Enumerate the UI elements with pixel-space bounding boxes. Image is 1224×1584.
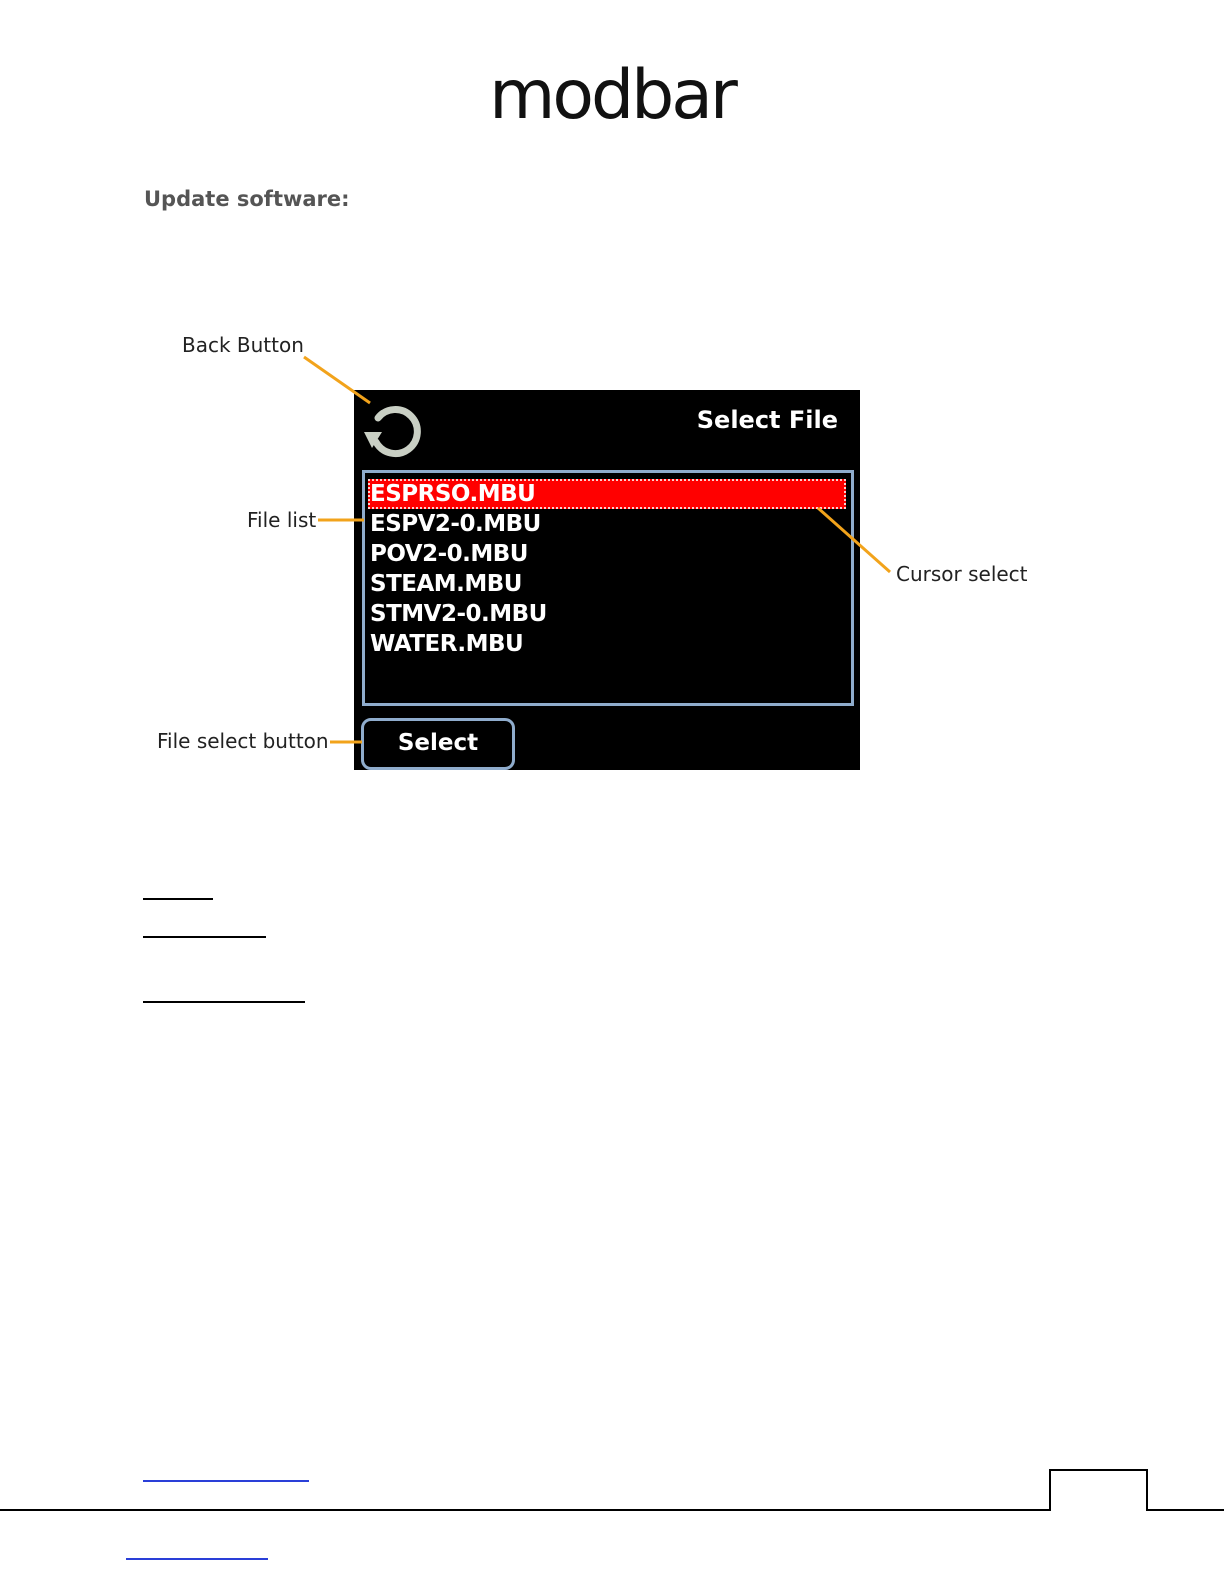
callout-line-back (304, 357, 370, 403)
screen-title: Select File (696, 406, 838, 434)
section-heading: Update software: (144, 187, 350, 211)
file-list-item[interactable]: WATER.MBU (370, 631, 524, 657)
file-list-item[interactable]: ESPV2-0.MBU (370, 511, 541, 537)
footer-rule (0, 1466, 1224, 1526)
underline-blank (143, 898, 213, 900)
brand-logo: modbar (489, 56, 735, 135)
callout-back-button: Back Button (182, 333, 304, 357)
file-list-item[interactable]: STMV2-0.MBU (370, 601, 547, 627)
callout-file-list: File list (247, 508, 317, 532)
callout-file-select-button: File select button (157, 729, 329, 753)
callout-line-cursor (818, 508, 890, 572)
file-list-item[interactable]: POV2-0.MBU (370, 541, 528, 567)
select-button[interactable]: Select (361, 718, 515, 770)
callout-cursor-select: Cursor select (896, 562, 1028, 586)
footer-link-underline[interactable] (126, 1558, 268, 1560)
underline-blank (143, 1001, 305, 1003)
file-list-item-selected[interactable]: ESPRSO.MBU (368, 479, 846, 509)
file-list-item[interactable]: STEAM.MBU (370, 571, 522, 597)
underline-blank (143, 936, 266, 938)
